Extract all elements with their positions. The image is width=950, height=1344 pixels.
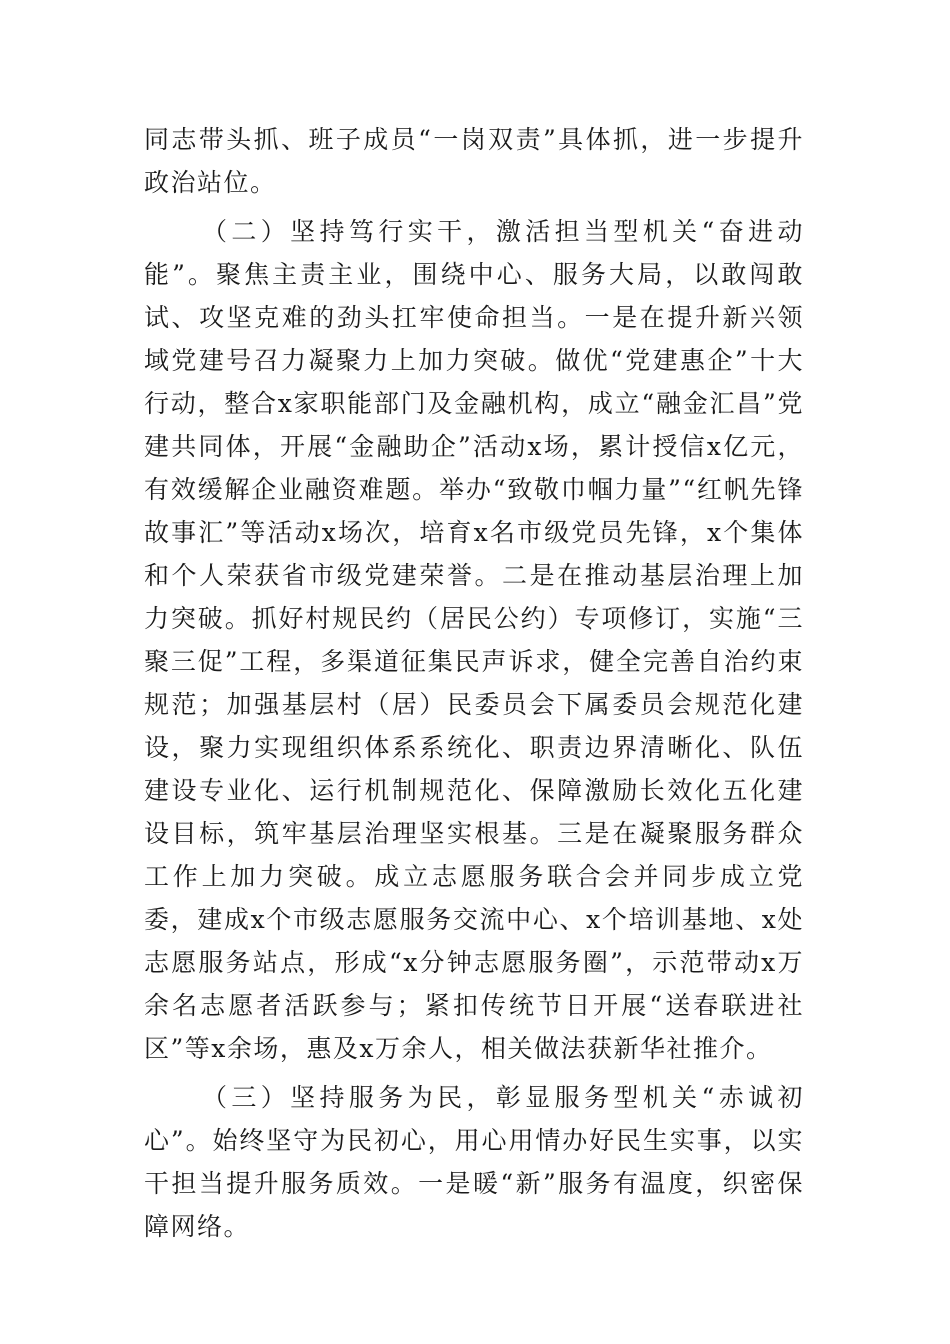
paragraph-section-three: （三）坚持服务为民，彰显服务型机关“赤诚初心”。始终坚守为民初心，用心用情办好民生实事，以实干担当提升服务质效。一是暖“新”服务有温度，织密保障网络。 xyxy=(144,1083,804,1241)
document-body xyxy=(144,118,804,1254)
paragraph-continuation: 同志带头抓、班子成员“一岗双责”具体抓，进一步提升政治站位。 xyxy=(144,125,804,197)
paragraph-section-two: （二）坚持笃行实干，激活担当型机关“奋进动能”。聚焦主责主业，围绕中心、服务大局，以敢闯敢试、攻坚克难的劲头扛牢使命担当。一是在提升新兴领域党建号召力凝聚力上加力突破。做优“党建惠企”十大行动，整合x家职能部门及金融机构，成立“融金汇昌”党建共同体，开展“金融助企”活动x场，累计授信x亿元，有效缓解企业融资难题。举办“致敬巾帼力量”“红帆先锋故事汇”等活动x场次，培育x名市级党员先锋，x个集体和个人荣获省市级党建荣誉。二是在推动基层治理上加力突破。抓好村规民约（居民公约）专项修订，实施“三聚三促”工程，多渠道征集民声诉求，健全完善自治约束规范；加强基层村（居）民委员会下属委员会规范化建设，聚力实现组织体系系统化、职责边界清晰化、队伍建设专业化、运行机制规范化、保障激励长效化五化建设目标，筑牢基层治理坚实根基。三是在凝聚服务群众工作上加力突破。成立志愿服务联合会并同步成立党委，建成x个市级志愿服务交流中心、x个培训基地、x处志愿服务站点，形成“x分钟志愿服务圈”，示范带动x万余名志愿者活跃参与；紧扣传统节日开展“送春联进社区”等x余场，惠及x万余人，相关做法获新华社推介。 xyxy=(144,217,804,1063)
